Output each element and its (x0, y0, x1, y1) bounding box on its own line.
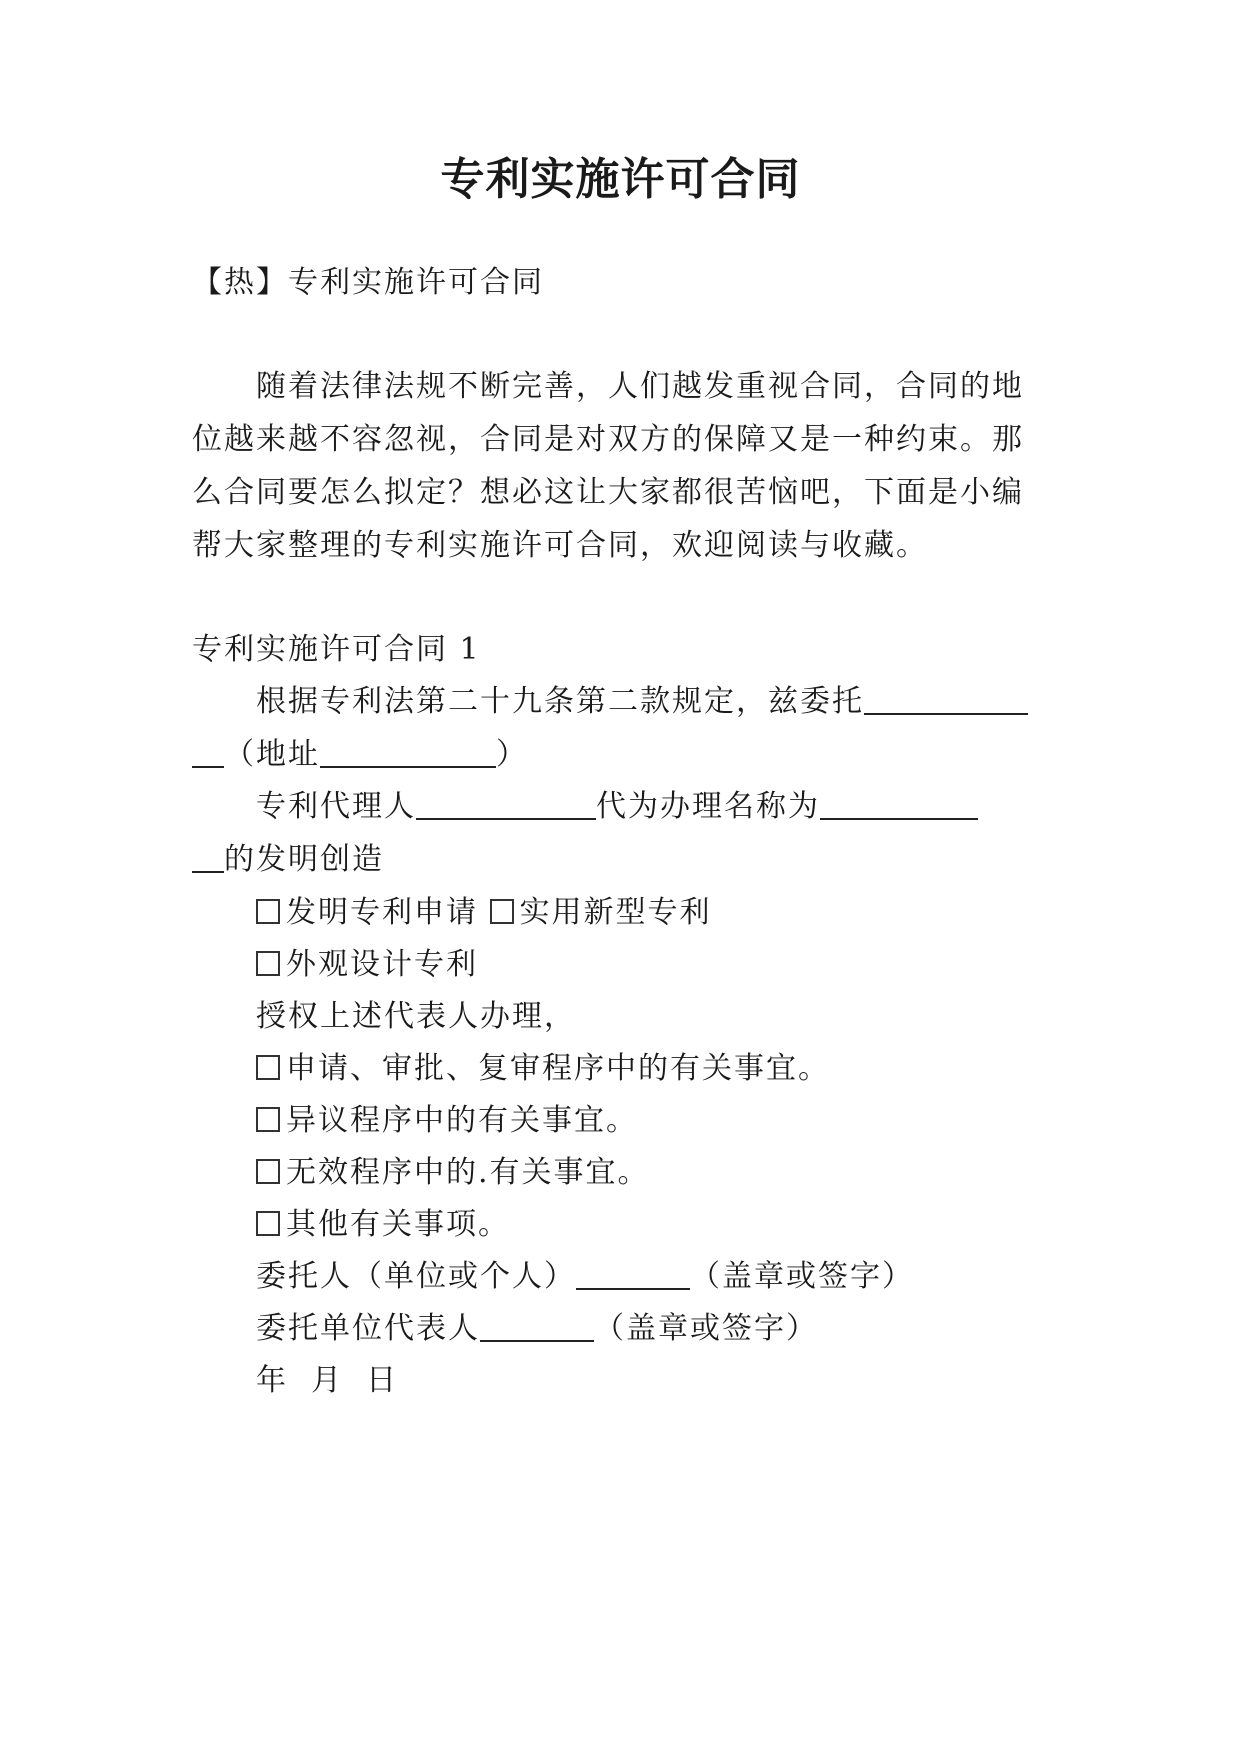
handle-label: 代为办理名称为 (596, 789, 820, 824)
checkbox-matter-invalidation[interactable] (256, 1159, 280, 1184)
principal-sign: （盖章或签字） (690, 1259, 914, 1294)
matter-other (256, 1205, 1052, 1245)
document-title: 专利实施许可合同 (440, 154, 801, 205)
matter-opposition (256, 1101, 1052, 1141)
checkbox-design[interactable] (256, 951, 280, 976)
matter-opposition-label: 异议程序中的有关事宜。 (286, 1103, 638, 1138)
principal-label: 委托人（单位或个人） (256, 1259, 576, 1294)
intro-line-2: 位越来越不容忽视，合同是对双方的保障又是一种约束。那 (192, 422, 1024, 457)
checkbox-matter-other[interactable] (256, 1211, 280, 1236)
patent-type-design (256, 945, 1052, 985)
date-line: 年 月 日 (256, 1363, 399, 1398)
invention-name-blank[interactable] (820, 790, 978, 820)
option-invention-label: 发明专利申请 (286, 895, 478, 930)
checkbox-utility[interactable] (490, 899, 514, 924)
principal-blank[interactable] (576, 1260, 690, 1290)
agent-label: 专利代理人 (256, 789, 416, 824)
checkbox-invention[interactable] (256, 899, 280, 924)
matter-review-label: 申请、审批、复审程序中的有关事宜。 (286, 1051, 830, 1086)
clause-address (192, 735, 1052, 775)
address-blank[interactable] (320, 738, 496, 768)
matter-review (256, 1049, 1052, 1089)
intro-line-4: 帮大家整理的专利实施许可合同，欢迎阅读与收藏。 (192, 528, 928, 563)
hot-heading: 【热】专利实施许可合同 (192, 265, 544, 300)
entrustee-blank-continued[interactable] (192, 738, 224, 768)
entrustee-blank[interactable] (864, 685, 1028, 715)
agent-blank[interactable] (416, 790, 596, 820)
address-close: ） (496, 737, 528, 772)
principal-line (256, 1257, 1052, 1297)
clause-entrust-text: 根据专利法第二十九条第二款规定，兹委托 (256, 684, 864, 719)
matter-invalidation-label: 无效程序中的.有关事宜。 (286, 1155, 650, 1190)
matter-other-label: 其他有关事项。 (286, 1207, 510, 1242)
representative-line (256, 1309, 1052, 1349)
address-label: （地址 (224, 737, 320, 772)
option-design-label: 外观设计专利 (286, 947, 478, 982)
intro-line-3: 么合同要怎么拟定？想必这让大家都很苦恼吧，下面是小编 (192, 475, 1024, 510)
authorize-text: 授权上述代表人办理， (256, 999, 576, 1034)
patent-type-options (256, 893, 1052, 933)
invention-label: 的发明创造 (224, 842, 384, 877)
option-utility-label: 实用新型专利 (519, 895, 712, 930)
matter-invalidation (256, 1153, 1052, 1193)
section-title: 专利实施许可合同 1 (192, 632, 481, 667)
representative-sign: （盖章或签字） (594, 1311, 818, 1346)
checkbox-matter-review[interactable] (256, 1055, 280, 1080)
checkbox-matter-opposition[interactable] (256, 1107, 280, 1132)
representative-label: 委托单位代表人 (256, 1311, 480, 1346)
clause-agent (256, 787, 1052, 827)
representative-blank[interactable] (480, 1312, 594, 1342)
intro-line-1: 随着法律法规不断完善，人们越发重视合同，合同的地 (256, 369, 1024, 404)
invention-name-blank-continued[interactable] (192, 843, 224, 873)
clause-invention (192, 840, 1052, 880)
clause-entrust (256, 682, 1052, 722)
